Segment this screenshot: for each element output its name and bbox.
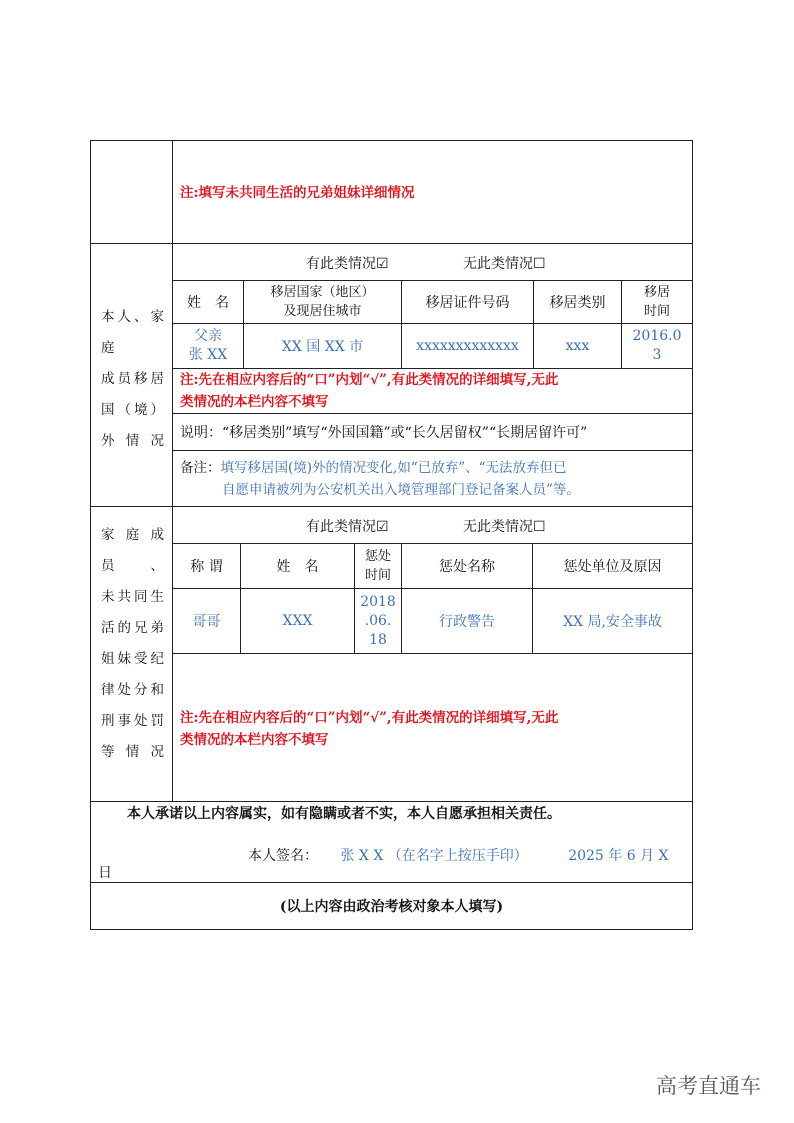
- label-line: 姐妹受纪: [101, 651, 164, 667]
- has-label: 有此类情况: [306, 519, 376, 535]
- header-time: [622, 281, 692, 323]
- row-penalty: 行政警告: [439, 614, 495, 630]
- remark-text: 填写移居国(境)外的情况变化,如“已放弃”、“无法放弃但已: [220, 460, 567, 476]
- emigration-note: [180, 369, 690, 413]
- row-time: [622, 324, 692, 368]
- header-relation: 称 谓: [190, 559, 223, 575]
- unchecked-box-icon[interactable]: ☐: [533, 256, 546, 272]
- label-line: 家庭成员、: [101, 527, 164, 574]
- row-unit: XX 局,安全事故: [563, 614, 662, 630]
- row-country: XX 国 XX 市: [281, 339, 364, 355]
- checked-box-icon[interactable]: ☑: [376, 256, 389, 272]
- label-line: 等 情 况: [101, 744, 164, 760]
- emigration-remark: [180, 457, 690, 501]
- footer-note: (以上内容由政治考核对象本人填写): [279, 899, 504, 915]
- divider: [90, 801, 693, 802]
- header-time-line2: 时间: [364, 568, 391, 583]
- header-country-line1: 移居国家（地区）: [270, 285, 375, 300]
- row-time-line2: .06.: [364, 612, 392, 629]
- signature-line: [248, 845, 692, 865]
- header-time: [355, 544, 401, 588]
- label-line: 成员移居: [101, 371, 164, 387]
- table-left-border: [90, 140, 91, 930]
- divider: [172, 450, 693, 451]
- remark-line1: [180, 457, 690, 479]
- row-relation: 哥哥: [192, 614, 221, 630]
- row-time-line1: 2016.0: [632, 328, 682, 344]
- header-country: [244, 281, 401, 323]
- unchecked-box-icon[interactable]: ☐: [533, 519, 546, 535]
- discipline-none-option[interactable]: [463, 516, 546, 536]
- remark-line2: 自愿申请被列为公安机关出入境管理部门登记备案人员”等。: [222, 482, 580, 498]
- emigration-has-option[interactable]: [306, 253, 389, 273]
- header-time-line1: 移居: [643, 285, 670, 300]
- header-penalty: 惩处名称: [439, 559, 495, 575]
- header-category: 移居类别: [549, 295, 606, 311]
- label-line: 国（境）: [101, 402, 164, 418]
- note-line: 注:先在相应内容后的“口”内划“√”,有此类情况的详细填写,无此: [180, 710, 559, 726]
- none-label: 无此类情况: [463, 256, 533, 272]
- watermark: 高考直通车: [656, 1074, 761, 1098]
- row-time: [355, 589, 401, 653]
- label-line: 外 情 况: [101, 433, 164, 449]
- header-name: 姓 名: [187, 295, 229, 311]
- table-bottom-border: [90, 929, 693, 930]
- header-cert: 移居证件号码: [425, 295, 510, 311]
- divider: [90, 243, 693, 244]
- remark-prefix: 备注：: [180, 460, 221, 476]
- sign-value: 张 X X （在名字上按压手印）: [340, 848, 528, 864]
- none-label: 无此类情况: [463, 519, 533, 535]
- divider: [172, 413, 693, 414]
- note-line: 类情况的本栏内容不填写: [180, 732, 329, 748]
- divider: [172, 653, 693, 654]
- pledge-statement: 本人承诺以上内容属实，如有隐瞒或者不实，本人自愿承担相关责任。: [127, 806, 561, 822]
- row-time-line2: 3: [652, 347, 662, 363]
- header-time-line2: 时间: [643, 304, 670, 319]
- emigration-section-label: [101, 302, 164, 457]
- label-line: 活的兄弟: [101, 620, 164, 636]
- row-name-line2: 张 XX: [188, 347, 228, 363]
- row-time-line3: 18: [369, 631, 387, 648]
- header-country-line2: 及现居住城市: [283, 304, 362, 319]
- discipline-note: [180, 707, 690, 751]
- discipline-has-option[interactable]: [306, 516, 389, 536]
- row-cert: xxxxxxxxxxxxx: [416, 338, 519, 354]
- label-line: 未共同生: [101, 589, 164, 605]
- row-name-line1: 父亲: [194, 328, 222, 344]
- date-tail: 日: [98, 865, 112, 881]
- sign-label: 本人签名：: [248, 848, 318, 864]
- row-name: XXX: [282, 613, 313, 629]
- divider: [90, 506, 693, 507]
- label-line: 本人、家庭: [101, 309, 164, 356]
- discipline-section-label: [101, 520, 164, 768]
- table-right-border: [692, 140, 693, 930]
- emigration-explain: 说明：“移居类别”填写“外国国籍”或“长久居留权”“长期居留许可”: [180, 425, 588, 441]
- siblings-note: 注:填写未共同生活的兄弟姐妹详细情况: [180, 185, 415, 201]
- checked-box-icon[interactable]: ☑: [376, 519, 389, 535]
- note-line: 注:先在相应内容后的“口”内划“√”,有此类情况的详细填写,无此: [180, 372, 559, 388]
- table-top-border: [90, 140, 693, 141]
- label-line: 刑事处罚: [101, 713, 164, 729]
- header-time-line1: 惩处: [364, 549, 391, 564]
- row-name: [173, 324, 243, 368]
- note-line: 类情况的本栏内容不填写: [180, 394, 329, 410]
- emigration-none-option[interactable]: [463, 253, 546, 273]
- row-category: xxx: [565, 338, 590, 354]
- label-line: 律处分和: [101, 682, 164, 698]
- header-name: 姓 名: [276, 559, 319, 575]
- label-column-divider: [172, 140, 173, 802]
- date-value: 2025 年 6 月 X: [568, 848, 669, 864]
- row-time-line1: 2018: [360, 593, 396, 610]
- header-unit: 惩处单位及原因: [563, 559, 662, 575]
- has-label: 有此类情况: [306, 256, 376, 272]
